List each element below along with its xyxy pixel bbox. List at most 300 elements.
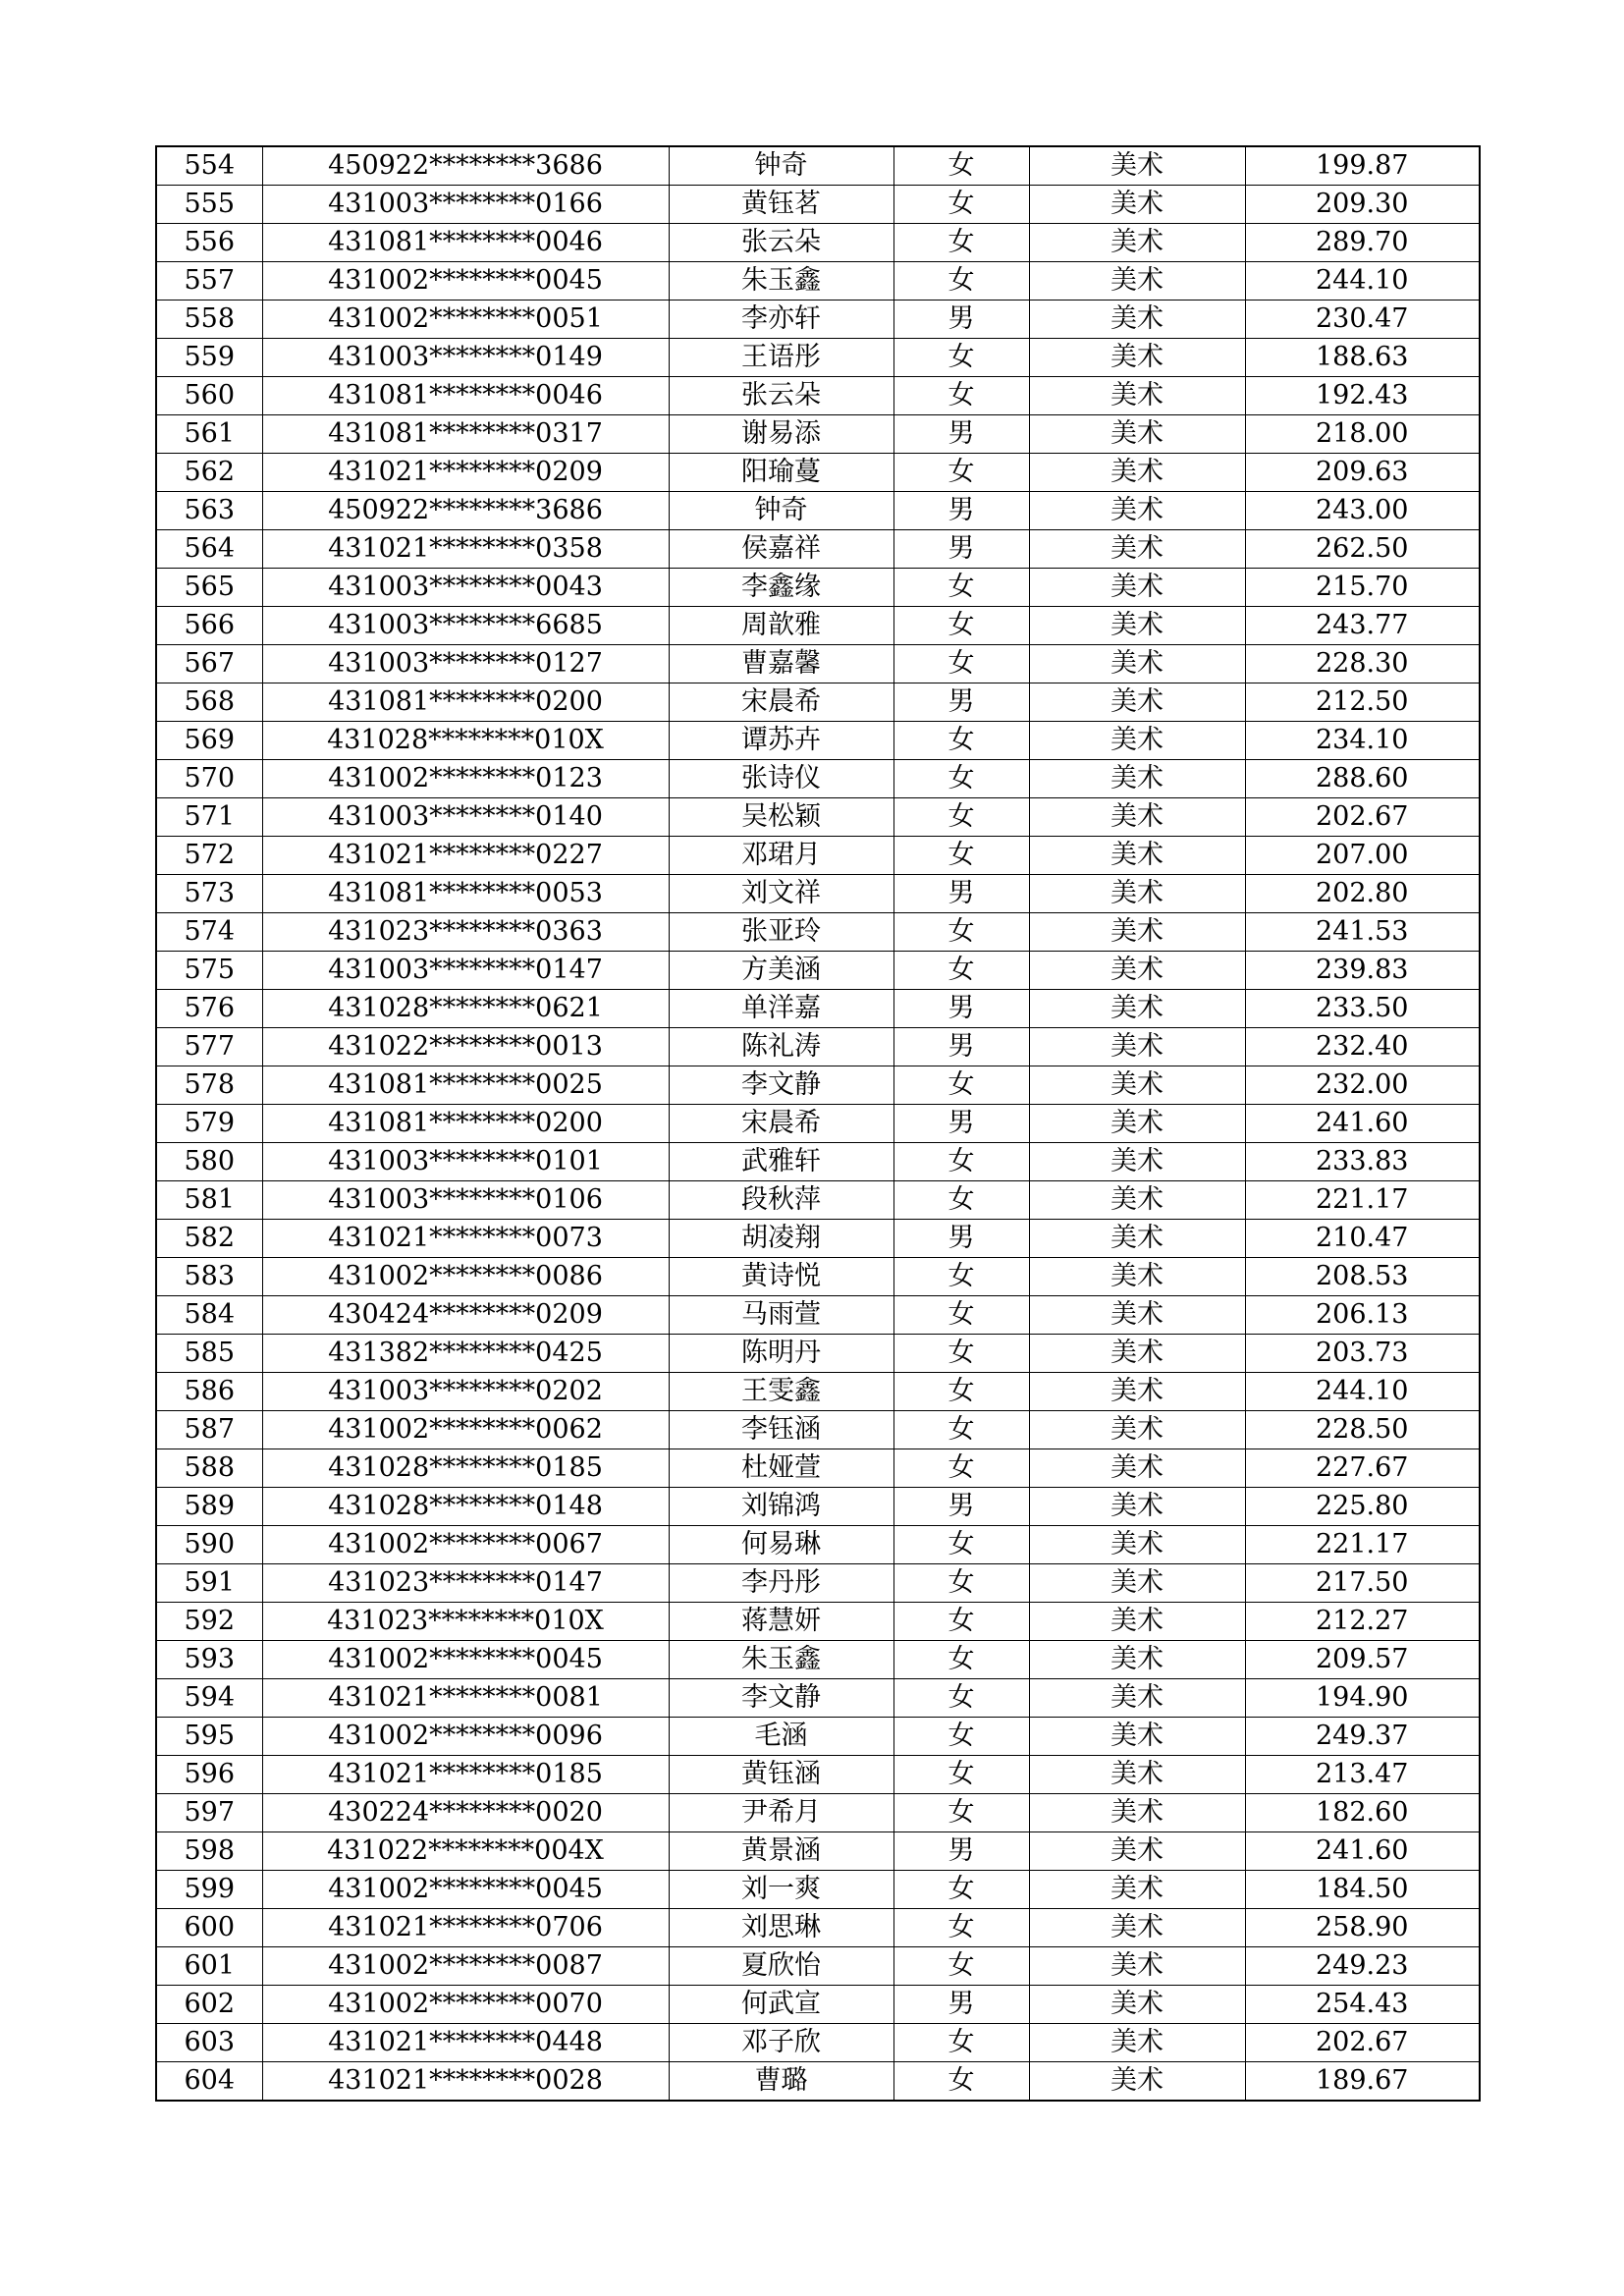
table-body (156, 146, 1480, 2101)
table-row (156, 262, 1480, 301)
row-number-cell: 566 (156, 607, 262, 645)
score-cell: 288.60 (1245, 760, 1480, 798)
name-cell: 邓珺月 (669, 837, 893, 875)
subject-cell: 美术 (1029, 1909, 1245, 1947)
subject-cell: 美术 (1029, 2062, 1245, 2102)
subject-cell: 美术 (1029, 377, 1245, 415)
name-cell: 曹璐 (669, 2062, 893, 2102)
row-number-cell: 577 (156, 1028, 262, 1066)
gender-cell: 女 (893, 2062, 1029, 2102)
row-number-cell: 554 (156, 146, 262, 186)
subject-cell: 美术 (1029, 454, 1245, 492)
subject-cell: 美术 (1029, 1028, 1245, 1066)
table-row (156, 2024, 1480, 2062)
name-cell: 钟奇 (669, 146, 893, 186)
row-number-cell: 569 (156, 722, 262, 760)
name-cell: 方美涵 (669, 952, 893, 990)
gender-cell: 男 (893, 530, 1029, 569)
id-number-cell: 431002********0045 (262, 1641, 669, 1679)
gender-cell: 女 (893, 722, 1029, 760)
id-number-cell: 431028********010X (262, 722, 669, 760)
name-cell: 何易琳 (669, 1526, 893, 1564)
table-row (156, 1373, 1480, 1411)
table-row (156, 1526, 1480, 1564)
gender-cell: 女 (893, 1143, 1029, 1181)
id-number-cell: 431028********0621 (262, 990, 669, 1028)
id-number-cell: 431021********0358 (262, 530, 669, 569)
table-row (156, 683, 1480, 722)
gender-cell: 女 (893, 377, 1029, 415)
name-cell: 张云朵 (669, 377, 893, 415)
subject-cell: 美术 (1029, 492, 1245, 530)
row-number-cell: 597 (156, 1794, 262, 1832)
id-number-cell: 431003********0166 (262, 186, 669, 224)
table-row (156, 990, 1480, 1028)
gender-cell: 女 (893, 224, 1029, 262)
name-cell: 李钰涵 (669, 1411, 893, 1449)
name-cell: 武雅轩 (669, 1143, 893, 1181)
name-cell: 李文静 (669, 1066, 893, 1105)
score-cell: 249.37 (1245, 1718, 1480, 1756)
score-cell: 243.00 (1245, 492, 1480, 530)
score-cell: 215.70 (1245, 569, 1480, 607)
score-cell: 258.90 (1245, 1909, 1480, 1947)
subject-cell: 美术 (1029, 1220, 1245, 1258)
row-number-cell: 560 (156, 377, 262, 415)
gender-cell: 女 (893, 186, 1029, 224)
gender-cell: 女 (893, 146, 1029, 186)
row-number-cell: 565 (156, 569, 262, 607)
score-cell: 199.87 (1245, 146, 1480, 186)
score-cell: 228.50 (1245, 1411, 1480, 1449)
row-number-cell: 558 (156, 301, 262, 339)
subject-cell: 美术 (1029, 798, 1245, 837)
id-number-cell: 431002********0070 (262, 1986, 669, 2024)
subject-cell: 美术 (1029, 224, 1245, 262)
id-number-cell: 431002********0123 (262, 760, 669, 798)
score-cell: 244.10 (1245, 262, 1480, 301)
name-cell: 张诗仪 (669, 760, 893, 798)
row-number-cell: 604 (156, 2062, 262, 2102)
subject-cell: 美术 (1029, 301, 1245, 339)
table-row (156, 1220, 1480, 1258)
table-row (156, 2062, 1480, 2102)
name-cell: 李文静 (669, 1679, 893, 1718)
id-number-cell: 431081********0200 (262, 1105, 669, 1143)
subject-cell: 美术 (1029, 1526, 1245, 1564)
score-cell: 210.47 (1245, 1220, 1480, 1258)
row-number-cell: 557 (156, 262, 262, 301)
name-cell: 曹嘉馨 (669, 645, 893, 683)
score-cell: 243.77 (1245, 607, 1480, 645)
score-cell: 289.70 (1245, 224, 1480, 262)
row-number-cell: 595 (156, 1718, 262, 1756)
gender-cell: 女 (893, 645, 1029, 683)
row-number-cell: 601 (156, 1947, 262, 1986)
name-cell: 李鑫缘 (669, 569, 893, 607)
name-cell: 尹希月 (669, 1794, 893, 1832)
table-row (156, 492, 1480, 530)
row-number-cell: 602 (156, 1986, 262, 2024)
gender-cell: 女 (893, 262, 1029, 301)
row-number-cell: 581 (156, 1181, 262, 1220)
subject-cell: 美术 (1029, 146, 1245, 186)
name-cell: 陈礼涛 (669, 1028, 893, 1066)
gender-cell: 男 (893, 301, 1029, 339)
gender-cell: 女 (893, 339, 1029, 377)
table-row (156, 913, 1480, 952)
gender-cell: 男 (893, 875, 1029, 913)
gender-cell: 女 (893, 837, 1029, 875)
gender-cell: 女 (893, 1641, 1029, 1679)
id-number-cell: 431003********0140 (262, 798, 669, 837)
row-number-cell: 596 (156, 1756, 262, 1794)
table-row (156, 1641, 1480, 1679)
subject-cell: 美术 (1029, 1105, 1245, 1143)
table-row (156, 952, 1480, 990)
gender-cell: 男 (893, 415, 1029, 454)
row-number-cell: 568 (156, 683, 262, 722)
id-number-cell: 431081********0317 (262, 415, 669, 454)
table-row (156, 1832, 1480, 1871)
table-row (156, 1909, 1480, 1947)
table-row (156, 798, 1480, 837)
gender-cell: 女 (893, 1718, 1029, 1756)
subject-cell: 美术 (1029, 1756, 1245, 1794)
row-number-cell: 576 (156, 990, 262, 1028)
id-number-cell: 431002********0045 (262, 1871, 669, 1909)
name-cell: 毛涵 (669, 1718, 893, 1756)
row-number-cell: 574 (156, 913, 262, 952)
score-cell: 202.67 (1245, 2024, 1480, 2062)
subject-cell: 美术 (1029, 1449, 1245, 1488)
score-cell: 221.17 (1245, 1181, 1480, 1220)
row-number-cell: 587 (156, 1411, 262, 1449)
name-cell: 段秋萍 (669, 1181, 893, 1220)
subject-cell: 美术 (1029, 186, 1245, 224)
gender-cell: 女 (893, 1794, 1029, 1832)
score-cell: 233.50 (1245, 990, 1480, 1028)
id-number-cell: 431003********0101 (262, 1143, 669, 1181)
id-number-cell: 431081********0053 (262, 875, 669, 913)
subject-cell: 美术 (1029, 645, 1245, 683)
score-cell: 234.10 (1245, 722, 1480, 760)
table-row (156, 415, 1480, 454)
row-number-cell: 591 (156, 1564, 262, 1603)
name-cell: 马雨萱 (669, 1296, 893, 1335)
score-cell: 225.80 (1245, 1488, 1480, 1526)
row-number-cell: 571 (156, 798, 262, 837)
name-cell: 朱玉鑫 (669, 262, 893, 301)
score-table (155, 145, 1481, 2102)
name-cell: 陈明丹 (669, 1335, 893, 1373)
score-cell: 209.30 (1245, 186, 1480, 224)
gender-cell: 女 (893, 1335, 1029, 1373)
subject-cell: 美术 (1029, 1143, 1245, 1181)
table-row (156, 1105, 1480, 1143)
row-number-cell: 592 (156, 1603, 262, 1641)
name-cell: 黄钰涵 (669, 1756, 893, 1794)
score-cell: 212.50 (1245, 683, 1480, 722)
gender-cell: 女 (893, 454, 1029, 492)
name-cell: 刘文祥 (669, 875, 893, 913)
id-number-cell: 431023********0363 (262, 913, 669, 952)
subject-cell: 美术 (1029, 837, 1245, 875)
subject-cell: 美术 (1029, 1373, 1245, 1411)
subject-cell: 美术 (1029, 913, 1245, 952)
table-row (156, 1756, 1480, 1794)
gender-cell: 女 (893, 1258, 1029, 1296)
name-cell: 周歆雅 (669, 607, 893, 645)
row-number-cell: 589 (156, 1488, 262, 1526)
name-cell: 黄诗悦 (669, 1258, 893, 1296)
subject-cell: 美术 (1029, 1181, 1245, 1220)
table-row (156, 1411, 1480, 1449)
gender-cell: 男 (893, 1488, 1029, 1526)
id-number-cell: 431003********6685 (262, 607, 669, 645)
row-number-cell: 583 (156, 1258, 262, 1296)
score-cell: 239.83 (1245, 952, 1480, 990)
gender-cell: 女 (893, 1603, 1029, 1641)
gender-cell: 女 (893, 1181, 1029, 1220)
subject-cell: 美术 (1029, 1794, 1245, 1832)
gender-cell: 女 (893, 2024, 1029, 2062)
score-cell: 241.60 (1245, 1105, 1480, 1143)
row-number-cell: 561 (156, 415, 262, 454)
score-cell: 213.47 (1245, 1756, 1480, 1794)
row-number-cell: 555 (156, 186, 262, 224)
gender-cell: 男 (893, 492, 1029, 530)
id-number-cell: 450922********3686 (262, 146, 669, 186)
gender-cell: 女 (893, 569, 1029, 607)
row-number-cell: 575 (156, 952, 262, 990)
score-cell: 227.67 (1245, 1449, 1480, 1488)
row-number-cell: 585 (156, 1335, 262, 1373)
score-cell: 209.57 (1245, 1641, 1480, 1679)
gender-cell: 女 (893, 1947, 1029, 1986)
row-number-cell: 590 (156, 1526, 262, 1564)
score-cell: 207.00 (1245, 837, 1480, 875)
row-number-cell: 563 (156, 492, 262, 530)
gender-cell: 女 (893, 798, 1029, 837)
row-number-cell: 570 (156, 760, 262, 798)
row-number-cell: 593 (156, 1641, 262, 1679)
table-row (156, 1679, 1480, 1718)
row-number-cell: 572 (156, 837, 262, 875)
subject-cell: 美术 (1029, 952, 1245, 990)
id-number-cell: 431081********0046 (262, 377, 669, 415)
name-cell: 王语彤 (669, 339, 893, 377)
row-number-cell: 582 (156, 1220, 262, 1258)
score-cell: 209.63 (1245, 454, 1480, 492)
id-number-cell: 431002********0087 (262, 1947, 669, 1986)
table-row (156, 301, 1480, 339)
table-row (156, 760, 1480, 798)
table-row (156, 1947, 1480, 1986)
name-cell: 张亚玲 (669, 913, 893, 952)
table-row (156, 1258, 1480, 1296)
subject-cell: 美术 (1029, 262, 1245, 301)
subject-cell: 美术 (1029, 722, 1245, 760)
table-row (156, 1871, 1480, 1909)
row-number-cell: 586 (156, 1373, 262, 1411)
gender-cell: 男 (893, 1832, 1029, 1871)
subject-cell: 美术 (1029, 607, 1245, 645)
score-cell: 192.43 (1245, 377, 1480, 415)
score-cell: 203.73 (1245, 1335, 1480, 1373)
id-number-cell: 431081********0200 (262, 683, 669, 722)
table-row (156, 1718, 1480, 1756)
gender-cell: 女 (893, 1526, 1029, 1564)
table-row (156, 224, 1480, 262)
gender-cell: 男 (893, 1028, 1029, 1066)
score-cell: 230.47 (1245, 301, 1480, 339)
subject-cell: 美术 (1029, 1641, 1245, 1679)
id-number-cell: 450922********3686 (262, 492, 669, 530)
gender-cell: 女 (893, 1564, 1029, 1603)
subject-cell: 美术 (1029, 683, 1245, 722)
id-number-cell: 431002********0086 (262, 1258, 669, 1296)
subject-cell: 美术 (1029, 415, 1245, 454)
subject-cell: 美术 (1029, 1488, 1245, 1526)
name-cell: 钟奇 (669, 492, 893, 530)
name-cell: 宋晨希 (669, 1105, 893, 1143)
id-number-cell: 431002********0062 (262, 1411, 669, 1449)
score-cell: 206.13 (1245, 1296, 1480, 1335)
subject-cell: 美术 (1029, 530, 1245, 569)
id-number-cell: 430224********0020 (262, 1794, 669, 1832)
score-cell: 217.50 (1245, 1564, 1480, 1603)
subject-cell: 美术 (1029, 339, 1245, 377)
id-number-cell: 431003********0106 (262, 1181, 669, 1220)
table-row (156, 146, 1480, 186)
subject-cell: 美术 (1029, 1871, 1245, 1909)
score-cell: 262.50 (1245, 530, 1480, 569)
name-cell: 夏欣怡 (669, 1947, 893, 1986)
table-row (156, 1335, 1480, 1373)
id-number-cell: 431382********0425 (262, 1335, 669, 1373)
name-cell: 刘思琳 (669, 1909, 893, 1947)
name-cell: 杜娅萱 (669, 1449, 893, 1488)
id-number-cell: 431028********0148 (262, 1488, 669, 1526)
table-row (156, 645, 1480, 683)
gender-cell: 女 (893, 952, 1029, 990)
id-number-cell: 431028********0185 (262, 1449, 669, 1488)
row-number-cell: 562 (156, 454, 262, 492)
score-cell: 228.30 (1245, 645, 1480, 683)
subject-cell: 美术 (1029, 1564, 1245, 1603)
table-row (156, 1564, 1480, 1603)
name-cell: 谢易添 (669, 415, 893, 454)
table-row (156, 1143, 1480, 1181)
table-row (156, 530, 1480, 569)
subject-cell: 美术 (1029, 1411, 1245, 1449)
name-cell: 吴松颖 (669, 798, 893, 837)
table-row (156, 722, 1480, 760)
id-number-cell: 431022********004X (262, 1832, 669, 1871)
row-number-cell: 603 (156, 2024, 262, 2062)
id-number-cell: 431021********0448 (262, 2024, 669, 2062)
id-number-cell: 431022********0013 (262, 1028, 669, 1066)
subject-cell: 美术 (1029, 1986, 1245, 2024)
row-number-cell: 600 (156, 1909, 262, 1947)
score-cell: 244.10 (1245, 1373, 1480, 1411)
score-cell: 182.60 (1245, 1794, 1480, 1832)
id-number-cell: 431002********0067 (262, 1526, 669, 1564)
subject-cell: 美术 (1029, 760, 1245, 798)
id-number-cell: 431021********0081 (262, 1679, 669, 1718)
id-number-cell: 431003********0127 (262, 645, 669, 683)
score-cell: 254.43 (1245, 1986, 1480, 2024)
name-cell: 王雯鑫 (669, 1373, 893, 1411)
score-cell: 221.17 (1245, 1526, 1480, 1564)
table-row (156, 1449, 1480, 1488)
gender-cell: 男 (893, 1220, 1029, 1258)
name-cell: 何武宣 (669, 1986, 893, 2024)
id-number-cell: 431021********0706 (262, 1909, 669, 1947)
table-row (156, 1488, 1480, 1526)
score-cell: 232.00 (1245, 1066, 1480, 1105)
table-row (156, 607, 1480, 645)
gender-cell: 女 (893, 913, 1029, 952)
name-cell: 张云朵 (669, 224, 893, 262)
subject-cell: 美术 (1029, 1603, 1245, 1641)
score-cell: 218.00 (1245, 415, 1480, 454)
table-row (156, 454, 1480, 492)
row-number-cell: 594 (156, 1679, 262, 1718)
name-cell: 刘一爽 (669, 1871, 893, 1909)
row-number-cell: 579 (156, 1105, 262, 1143)
subject-cell: 美术 (1029, 2024, 1245, 2062)
subject-cell: 美术 (1029, 1258, 1245, 1296)
table-row (156, 1181, 1480, 1220)
id-number-cell: 431002********0051 (262, 301, 669, 339)
table-row (156, 1296, 1480, 1335)
id-number-cell: 431021********0028 (262, 2062, 669, 2102)
gender-cell: 男 (893, 1986, 1029, 2024)
subject-cell: 美术 (1029, 569, 1245, 607)
row-number-cell: 573 (156, 875, 262, 913)
subject-cell: 美术 (1029, 1679, 1245, 1718)
gender-cell: 男 (893, 683, 1029, 722)
name-cell: 邓子欣 (669, 2024, 893, 2062)
row-number-cell: 598 (156, 1832, 262, 1871)
id-number-cell: 431002********0045 (262, 262, 669, 301)
id-number-cell: 431002********0096 (262, 1718, 669, 1756)
id-number-cell: 431003********0147 (262, 952, 669, 990)
id-number-cell: 431003********0202 (262, 1373, 669, 1411)
gender-cell: 女 (893, 1756, 1029, 1794)
score-cell: 208.53 (1245, 1258, 1480, 1296)
id-number-cell: 431081********0046 (262, 224, 669, 262)
name-cell: 阳瑜蔓 (669, 454, 893, 492)
table-row (156, 1794, 1480, 1832)
id-number-cell: 431021********0209 (262, 454, 669, 492)
table-row (156, 377, 1480, 415)
table-row (156, 1986, 1480, 2024)
name-cell: 李亦轩 (669, 301, 893, 339)
subject-cell: 美术 (1029, 990, 1245, 1028)
id-number-cell: 431021********0185 (262, 1756, 669, 1794)
subject-cell: 美术 (1029, 1066, 1245, 1105)
name-cell: 朱玉鑫 (669, 1641, 893, 1679)
table-row (156, 186, 1480, 224)
gender-cell: 女 (893, 1449, 1029, 1488)
score-cell: 202.80 (1245, 875, 1480, 913)
row-number-cell: 564 (156, 530, 262, 569)
table-row (156, 1028, 1480, 1066)
score-cell: 241.53 (1245, 913, 1480, 952)
